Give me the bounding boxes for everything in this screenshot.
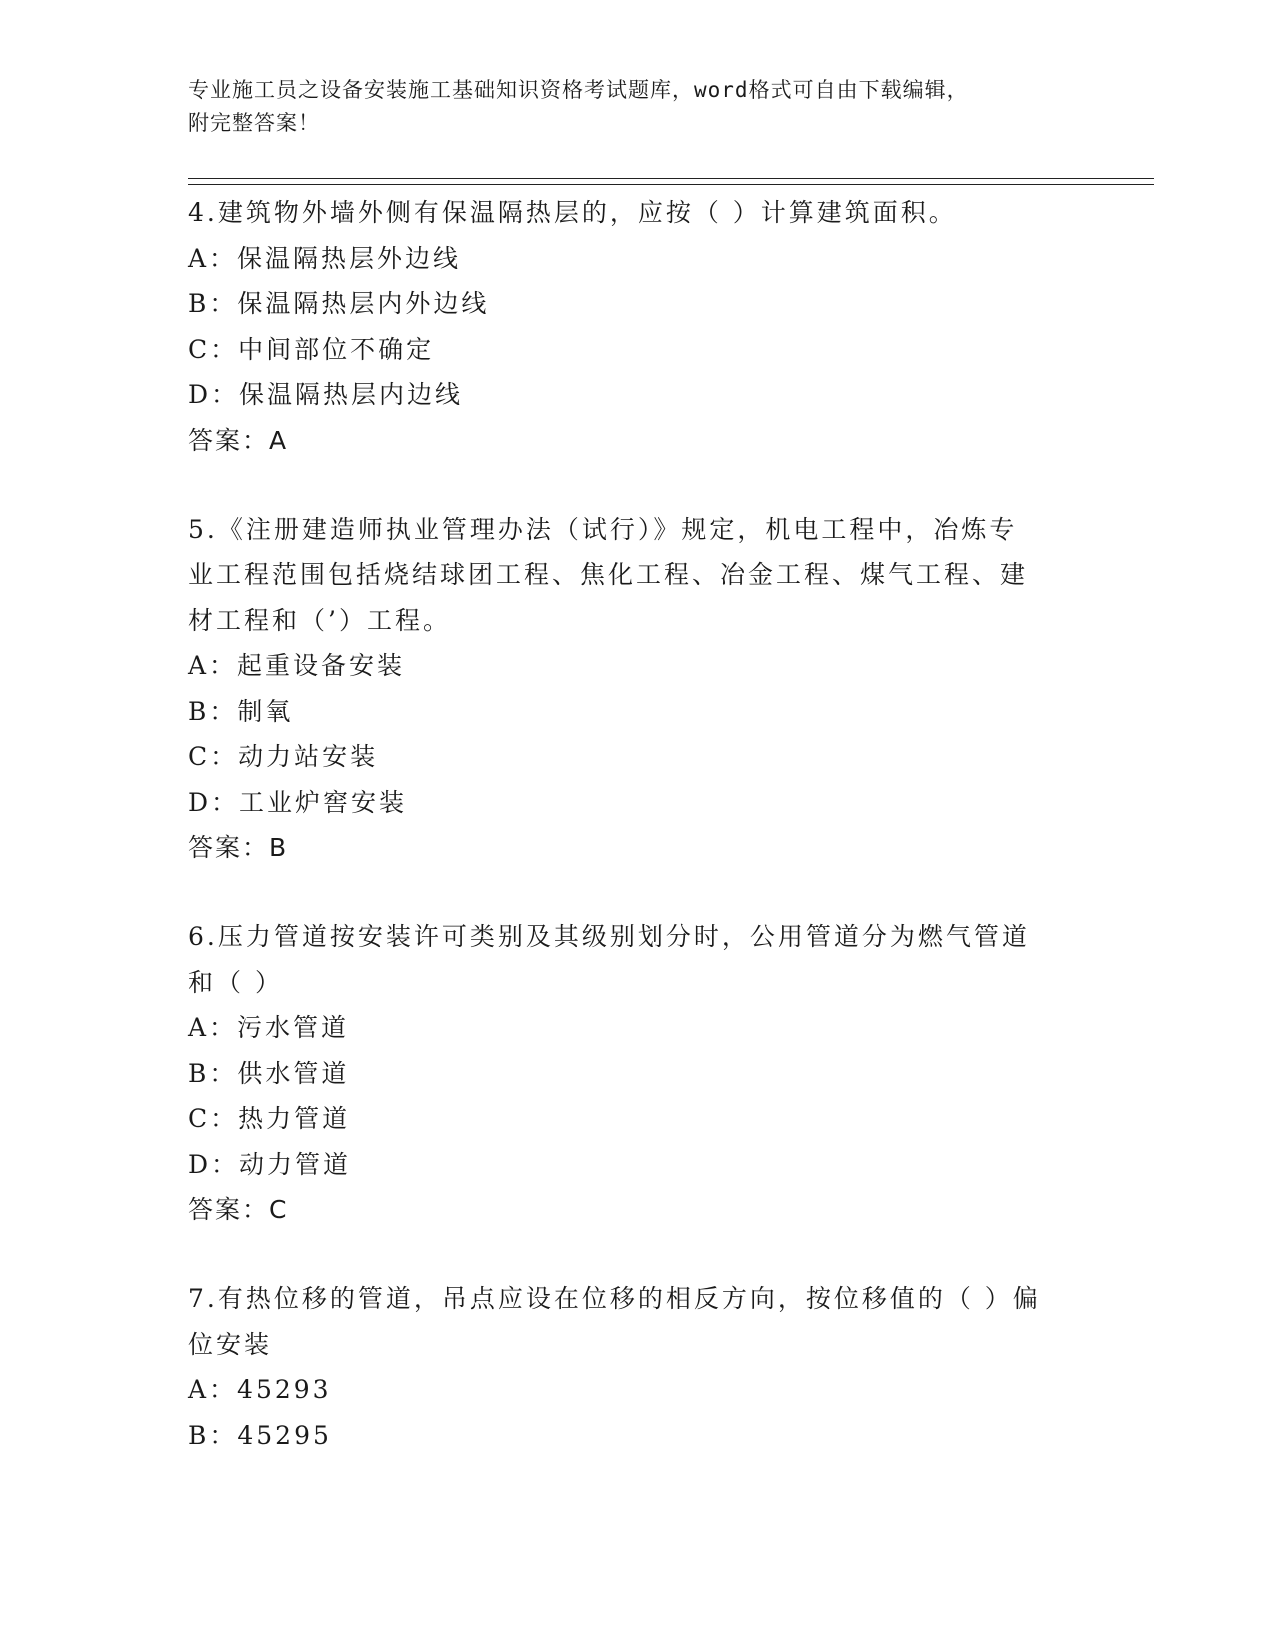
option-a: A：污水管道 [188,1013,350,1042]
question-list [188,190,1088,1501]
option-c: C：中间部位不确定 [188,334,435,364]
option-a: A：起重设备安装 [188,651,406,680]
option-c: C：动力站安装 [188,742,379,771]
option-a: A：保温隔热层外边线 [188,243,462,273]
option-d: D：动力管道 [188,1149,352,1179]
question-stem-line-2: 和（ ） [188,967,283,997]
question-stem-line-1: 7.有热位移的管道，吊点应设在位移的相反方向，按位移值的（ ）偏 [188,1284,1041,1313]
option-b: B：供水管道 [188,1058,350,1088]
option-d: D：保温隔热层内边线 [188,380,464,409]
answer-label: 答案：A [188,425,289,455]
header-line-2: 附完整答案！ [188,111,320,135]
answer-label: 答案：B [188,833,289,862]
question-stem-line-1: 5.《注册建造师执业管理办法（试行）》规定，机电工程中，冶炼专 [188,514,1018,544]
option-a: A：45293 [188,1375,332,1404]
question-4 [188,190,1088,464]
question-stem: 4.建筑物外墙外侧有保温隔热层的，应按（ ）计算建筑面积。 [188,198,957,227]
header-line-1: 专业施工员之设备安装施工基础知识资格考试题库，word格式可自由下载编辑， [188,78,969,102]
question-stem-line-3: 材工程和（’）工程。 [188,605,451,635]
option-c: C：热力管道 [188,1104,351,1133]
question-5 [188,507,1088,872]
option-d: D：工业炉窖安装 [188,787,408,817]
question-stem-line-1: 6.压力管道按安装许可类别及其级别划分时，公用管道分为燃气管道 [188,922,1030,951]
question-stem-line-2: 位安装 [188,1329,273,1359]
option-b: B：保温隔热层内外边线 [188,289,490,318]
question-7 [188,1276,1088,1458]
answer-label: 答案：C [188,1195,289,1224]
question-6 [188,914,1088,1233]
option-b: B：45295 [188,1420,332,1450]
question-stem-line-2: 业工程范围包括烧结球团工程、焦化工程、冶金工程、煤气工程、建 [188,560,1029,589]
option-b: B：制氧 [188,696,294,726]
header-divider [188,178,1154,185]
document-header [188,74,1088,140]
